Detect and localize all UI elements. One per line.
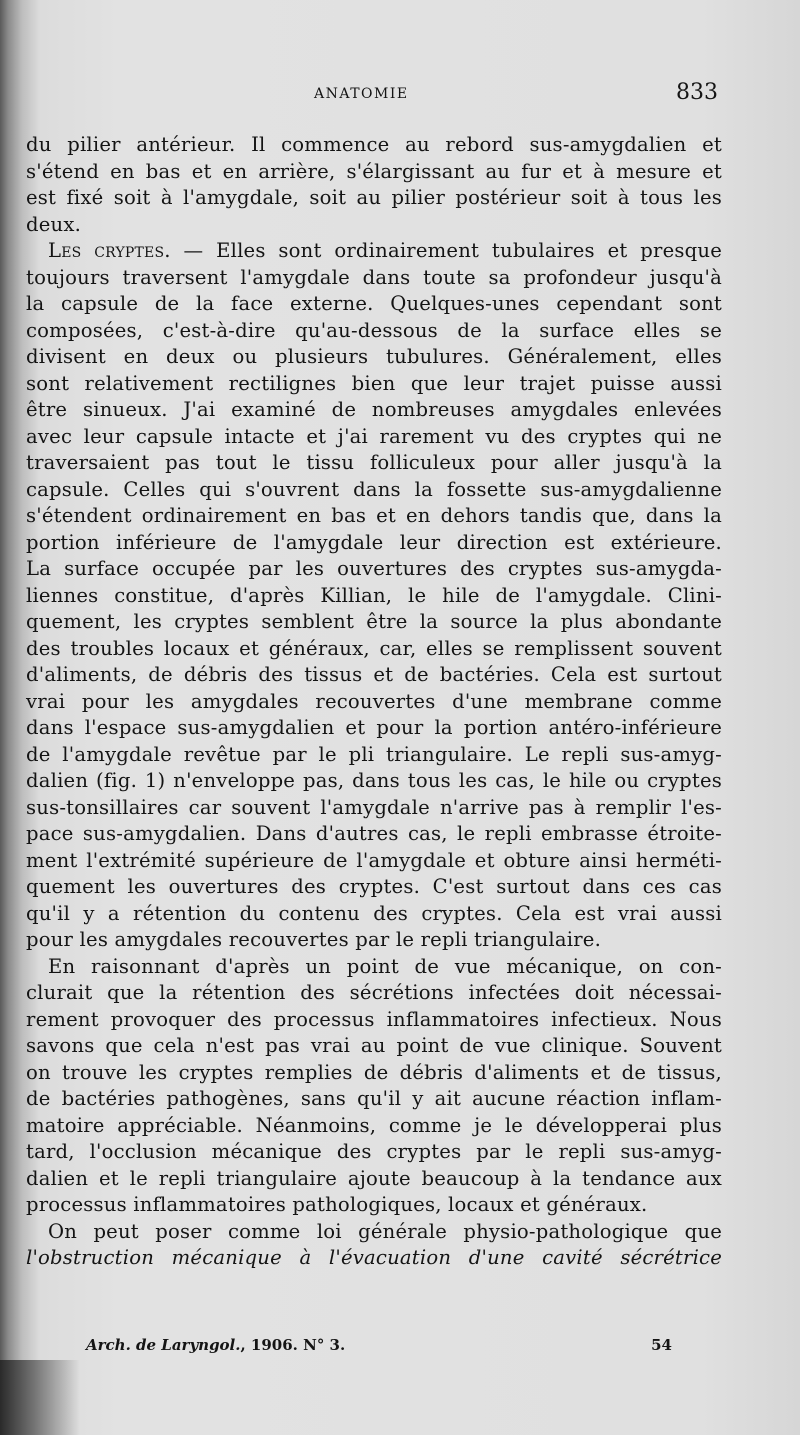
text-line: On peut poser comme loi générale physio-pathologique que: [48, 1219, 722, 1243]
text-line: la capsule de la face externe. Quelques-unes cependant sont: [26, 292, 722, 315]
text-line: ment l'extrémité supérieure de l'amygdale et obture ainsi herméti-: [26, 848, 722, 872]
text-line: divisent en deux ou plusieurs tubulures. Généralement, elles: [26, 345, 722, 368]
text-line: traversaient pas tout le tissu folliculeux pour aller jusqu'à la: [26, 451, 722, 474]
text-line: est fixé soit à l'amygdale, soit au pilier postérieur soit à tous les: [26, 186, 722, 209]
text-line: du pilier antérieur. Il commence au rebord sus-amygdalien et: [26, 133, 722, 156]
journal-name: Arch. de Laryngol.: [86, 1336, 241, 1354]
text-line: dans l'espace sus-amygdalien et pour la portion antéro-inférieure: [26, 716, 722, 739]
section-heading-cryptes: Les cryptes.: [48, 239, 171, 262]
page-header: [28, 80, 718, 110]
citation-details: , 1906. N° 3.: [240, 1336, 346, 1354]
text-line: matoire appréciable. Néanmoins, comme je le développerai plus: [26, 1113, 722, 1137]
signature-number: 54: [651, 1336, 672, 1354]
text-line: de bactéries pathogènes, sans qu'il y ait aucune réaction inflam-: [26, 1087, 722, 1110]
text-line: quement, les cryptes semblent être la source la plus abondante: [26, 610, 722, 633]
text-line: d'aliments, de débris des tissus et de bactéries. Cela est surtout: [26, 663, 722, 686]
text-line-italic: l'obstruction mécanique à l'évacuation d'une cavité sécrétrice: [26, 1246, 722, 1269]
text-line: on trouve les cryptes remplies de débris d'aliments et de tissus,: [26, 1060, 722, 1084]
text-line: dalien (fig. 1) n'enveloppe pas, dans tous les cas, le hile ou cryptes: [26, 769, 722, 792]
text-line: La surface occupée par les ouvertures des cryptes sus-amygda-: [26, 557, 722, 580]
text-line: rement provoquer des processus inflammatoires infectieux. Nous: [26, 1007, 722, 1031]
body-text: [26, 132, 722, 1272]
text-line: sont relativement rectilignes bien que leur trajet puisse aussi: [26, 371, 722, 395]
text-line: de l'amygdale revêtue par le pli triangulaire. Le repli sus-amyg-: [26, 742, 722, 766]
page-footer: [86, 1336, 672, 1360]
text-line: portion inférieure de l'amygdale leur direction est extérieure.: [26, 530, 722, 554]
text-line: capsule. Celles qui s'ouvrent dans la fossette sus-amygdalienne: [26, 477, 722, 501]
text-line: sus-tonsillaires car souvent l'amygdale n'arrive pas à remplir l'es-: [26, 795, 722, 819]
text-line: clurait que la rétention des sécrétions infectées doit nécessai-: [26, 981, 722, 1004]
text-line: processus inflammatoires pathologiques, locaux et généraux.: [26, 1193, 648, 1216]
text-line: vrai pour les amygdales recouvertes d'une membrane comme: [26, 689, 722, 713]
text-line: avec leur capsule intacte et j'ai rarement vu des cryptes qui ne: [26, 424, 722, 448]
text-line: En raisonnant d'après un point de vue mécanique, on con-: [48, 954, 722, 978]
journal-citation: [86, 1336, 345, 1354]
text-line: des troubles locaux et généraux, car, elles se remplissent souvent: [26, 636, 722, 660]
text-line: pace sus-amygdalien. Dans d'autres cas, le repli embrasse étroite-: [26, 822, 722, 845]
text-line: quement les ouvertures des cryptes. C'est surtout dans ces cas: [26, 875, 722, 898]
cryptes-paragraph-first-line: [26, 238, 722, 265]
text-line: savons que cela n'est pas vrai au point de vue clinique. Souvent: [26, 1034, 722, 1057]
text-line: toujours traversent l'amygdale dans toute sa profondeur jusqu'à: [26, 265, 722, 289]
text-line: tard, l'occlusion mécanique des cryptes par le repli sus-amyg-: [26, 1140, 722, 1163]
text-line: composées, c'est-à-dire qu'au-dessous de la surface elles se: [26, 318, 722, 342]
text-line: qu'il y a rétention du contenu des cryptes. Cela est vrai aussi: [26, 901, 722, 925]
text-line: pour les amygdales recouvertes par le repli triangulaire.: [26, 928, 602, 951]
binding-shadow: [0, 1360, 80, 1435]
text-line: liennes constitue, d'après Killian, le hile de l'amygdale. Clini-: [26, 583, 722, 607]
running-title: ANATOMIE: [314, 86, 409, 102]
text-line: être sinueux. J'ai examiné de nombreuses amygdales enlevées: [26, 398, 722, 421]
text-line: s'étend en bas et en arrière, s'élargissant au fur et à mesure et: [26, 159, 722, 183]
text-line: s'étendent ordinairement en bas et en dehors tandis que, dans la: [26, 504, 722, 527]
text-line: deux.: [26, 212, 82, 236]
page-number: 833: [676, 80, 718, 105]
text-line-rest: — Elles sont ordinairement tubulaires et presque: [170, 239, 723, 262]
text-line: dalien et le repli triangulaire ajoute beaucoup à la tendance aux: [26, 1166, 722, 1190]
